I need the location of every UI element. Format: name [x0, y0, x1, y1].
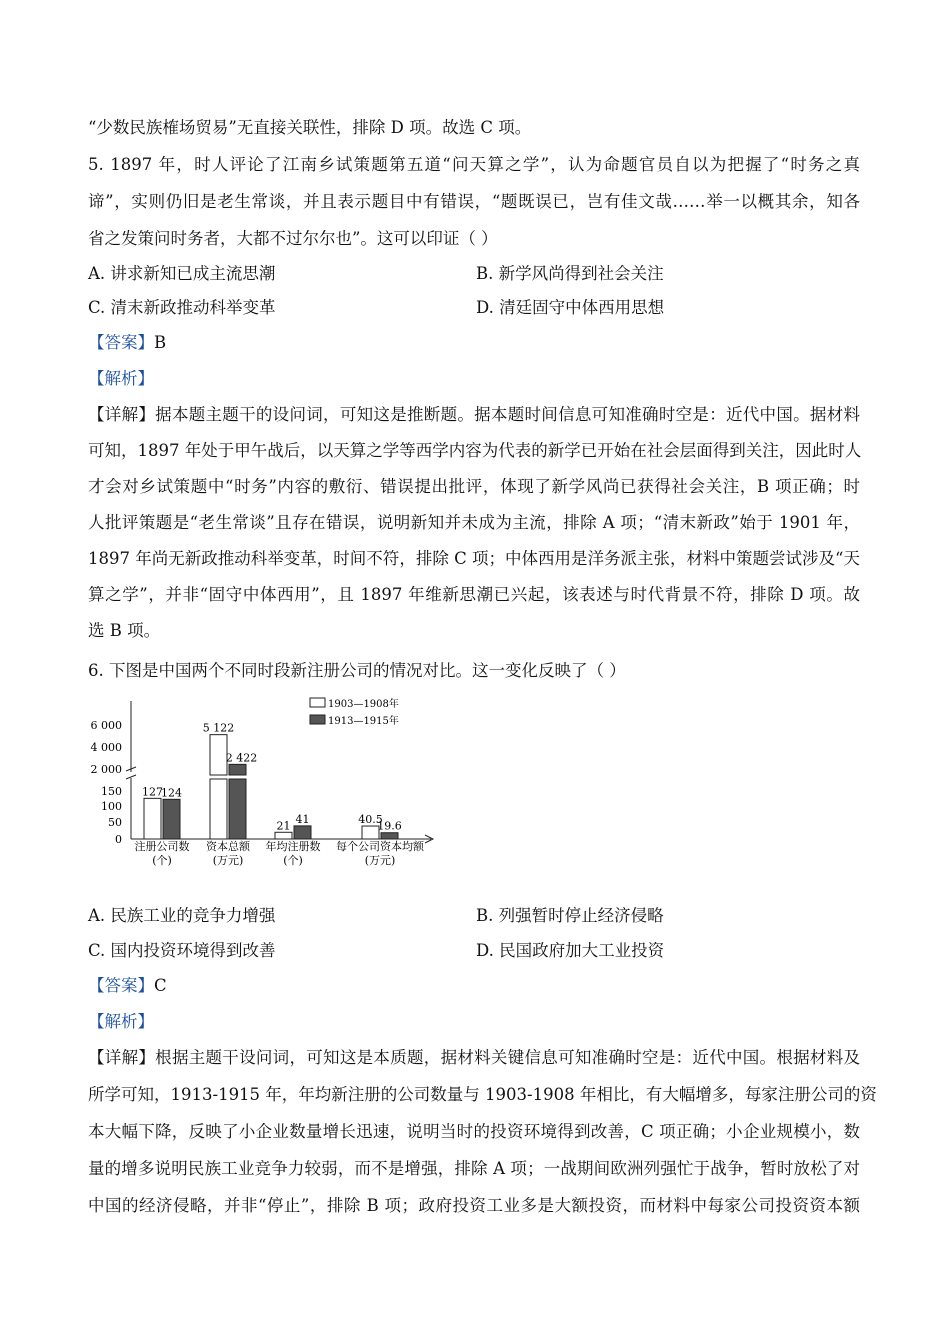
- q5-answer-tag: 【答案】: [88, 333, 154, 352]
- q5-stem-line-1: 5. 1897 年，时人评论了江南乡试策题第五道“问天算之学”，认为命题官员自以为把握了“时务之真: [88, 155, 860, 174]
- q6-analysis-row: [88, 1012, 154, 1032]
- q5-detail-line-4: 人批评策题是“老生常谈”且存在错误，说明新知并未成为主流，排除 A 项；“清末新政”始于 1901 年，: [88, 513, 860, 532]
- q5-answer-row: [88, 333, 166, 353]
- bar-1-1-lower: [229, 779, 246, 839]
- legend-swatch-dark: [310, 715, 325, 724]
- category-unit-1: (万元): [212, 854, 244, 867]
- q6-analysis-tag: 【解析】: [88, 1012, 154, 1031]
- q6-stem: 6. 下图是中国两个不同时段新注册公司的情况对比。这一变化反映了（ ）: [88, 661, 626, 680]
- legend-swatch-hollow: [310, 698, 325, 707]
- data-label-0-2: 21: [276, 819, 291, 833]
- y-tick-0: 0: [115, 833, 122, 846]
- q5-detail-line-5: 1897 年尚无新政推动科举变革，时间不符，排除 C 项；中体西用是洋务派主张，材料中策题尝试涉及“天: [88, 549, 860, 568]
- q5-option-c: C. 清末新政推动科举变革: [88, 298, 276, 317]
- q6-option-b: B. 列强暂时停止经济侵略: [476, 906, 664, 925]
- q6-detail-line-2: 所学可知，1913-1915 年，年均新注册的公司数量与 1903-1908 年相比，有大幅增多，每家注册公司的资: [88, 1085, 877, 1104]
- legend-label-1: 1903—1908年: [328, 699, 399, 710]
- category-label-0: 注册公司数: [134, 840, 190, 853]
- q5-option-a: A. 讲求新知已成主流思潮: [88, 264, 276, 283]
- q5-option-d: D. 清廷固守中体西用思想: [476, 298, 665, 317]
- y-tick-100: 100: [101, 800, 122, 813]
- data-label-1-2: 41: [295, 812, 310, 826]
- q5-detail-tag: 【详解】: [88, 405, 156, 424]
- q4-tail-text: “少数民族榷场贸易”无直接关联性，排除 D 项。故选 C 项。: [88, 118, 532, 137]
- legend-label-2: 1913—1915年: [328, 716, 399, 727]
- q6-detail-line-3: 本大幅下降，反映了小企业数量增长迅速，说明当时的投资环境得到改善，C 项正确；小企业规模小，数: [88, 1122, 860, 1141]
- y-tick-4000: 4 000: [90, 741, 122, 754]
- q6-answer-value: C: [154, 976, 167, 995]
- q5-detail-line-7: 选 B 项。: [88, 621, 161, 640]
- bar-1-1-upper: [229, 764, 246, 775]
- q6-option-d: D. 民国政府加大工业投资: [476, 941, 665, 960]
- category-label-2: 年均注册数: [265, 840, 321, 853]
- bar-0-2: [275, 832, 292, 839]
- q5-analysis-row: [88, 369, 154, 389]
- data-label-0-3: 40.5: [358, 813, 383, 827]
- company-comparison-chart: [86, 695, 446, 875]
- data-label-1-3: 19.6: [377, 819, 402, 833]
- q5-detail-line-6: 算之学”，并非“固守中体西用”，且 1897 年维新思潮已兴起，该表述与时代背景不符，排除 D 项。故: [88, 585, 860, 604]
- data-label-0-0: 127: [142, 785, 163, 799]
- category-label-3: 每个公司资本均额: [336, 840, 424, 853]
- category-label-1: 资本总额: [206, 840, 250, 853]
- bar-1-0: [163, 799, 180, 839]
- q5-detail-line-3: 才会对乡试策题中“时务”内容的敷衍、错误提出批评，体现了新学风尚已获得社会关注，B 项正确；时: [88, 477, 860, 496]
- bar-1-2: [294, 826, 311, 839]
- q6-detail-line-4: 量的增多说明民族工业竞争力较弱，而不是增强，排除 A 项；一战期间欧洲列强忙于战争，暂时放松了对: [88, 1159, 860, 1178]
- y-tick-2000: 2 000: [90, 763, 122, 776]
- q6-answer-row: [88, 976, 167, 996]
- q5-detail-line-2: 可知，1897 年处于甲午战后，以天算之学等西学内容为代表的新学已开始在社会层面得到关注，因此时人: [88, 441, 862, 460]
- bar-1-3: [381, 833, 398, 839]
- y-tick-50: 50: [108, 816, 122, 829]
- q6-detail-tag: 【详解】: [88, 1048, 156, 1067]
- q5-option-b: B. 新学风尚得到社会关注: [476, 264, 664, 283]
- category-unit-0: (个): [152, 854, 172, 867]
- category-unit-3: (万元): [364, 854, 396, 867]
- q6-option-c: C. 国内投资环境得到改善: [88, 941, 276, 960]
- y-tick-150: 150: [101, 785, 122, 798]
- q5-answer-value: B: [154, 333, 167, 352]
- q6-detail-text-1: 根据主题干设问词，可知这是本质题，据材料关键信息可知准确时空是：近代中国。根据材料及: [155, 1048, 861, 1067]
- data-label-1-1: 2 422: [225, 751, 258, 765]
- q5-detail-line-1: [88, 405, 860, 425]
- data-label-0-1: 5 122: [202, 721, 235, 735]
- y-tick-6000: 6 000: [90, 719, 122, 732]
- q5-detail-text-1: 据本题主题干的设问词，可知这是推断题。据本题时间信息可知准确时空是：近代中国。据材料: [155, 405, 861, 424]
- q6-option-a: A. 民族工业的竞争力增强: [88, 906, 276, 925]
- axis-break-mark: [126, 767, 136, 779]
- bar-0-1-upper: [210, 735, 227, 775]
- bar-0-1-lower: [210, 779, 227, 839]
- category-unit-2: (个): [283, 854, 303, 867]
- q6-answer-tag: 【答案】: [88, 976, 154, 995]
- q6-detail-line-5: 中国的经济侵略，并非“停止”，排除 B 项；政府投资工业多是大额投资，而材料中每家公司投资资本额: [88, 1196, 860, 1215]
- bar-0-0: [144, 798, 161, 839]
- q5-stem-line-2: 谛”，实则仍旧是老生常谈，并且表示题目中有错误，“题既误已，岂有佳文哉……举一以概其余，知各: [88, 192, 860, 211]
- q5-stem-line-3: 省之发策问时务者，大都不过尔尔也”。这可以印证（ ）: [88, 229, 498, 248]
- data-label-1-0: 124: [161, 786, 182, 800]
- q5-analysis-tag: 【解析】: [88, 369, 154, 388]
- q6-detail-line-1: [88, 1048, 860, 1068]
